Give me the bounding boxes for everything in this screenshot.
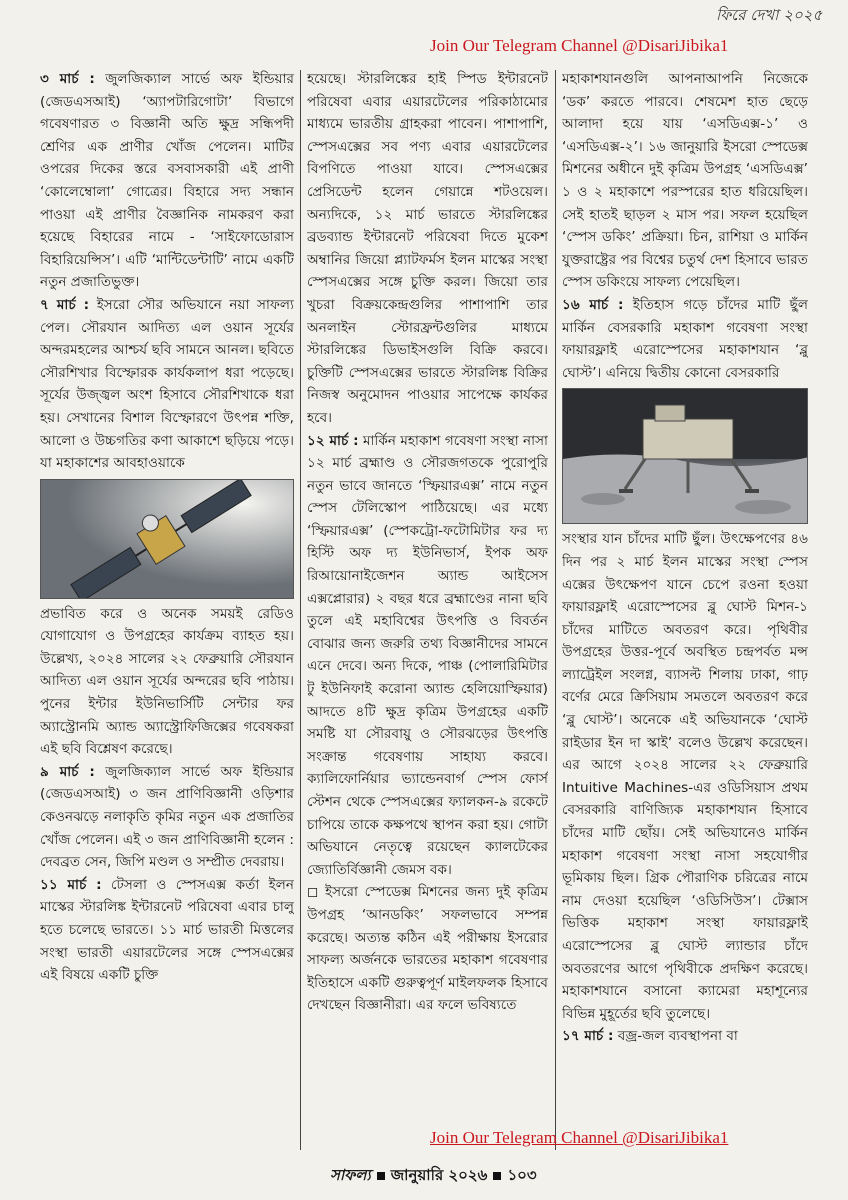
bullet-box-icon: ◻ [307,884,319,901]
date-label: ৩ মার্চ : [40,71,95,87]
page-footer [330,1164,537,1189]
column-divider [555,70,556,1150]
column-3 [562,68,808,1150]
column-2 [307,68,548,1150]
entry-march-11 [40,874,294,987]
aditya-l1-satellite-image [40,479,294,599]
entry-text: ইসরো স্পেডেক্স মিশনের জন্য দুই কৃত্রিম উপগ্রহ ‘আনডকিং’ সফলভাবে সম্পন্ন করেছে। অত্যন্ত কঠিন এই পরীক্ষায় ইসরোর সাফল্য অর্জনকে ভারতের মহাকাশ গবেষণার ইতিহাসে একটি গুরুত্বপূর্ণ মাইলফলক হিসাবে দেখছেন বিজ্ঞানীরা। এর ফলে ভবিষ্যতে [307,884,548,1014]
issue-month: জানুয়ারি ২০২৬ [390,1166,488,1184]
entry-continued: মহাকাশযানগুলি আপনাআপনি নিজেকে ‘ডক’ করতে পারবে। শেষমেশ হাত ছেড়ে আলাদা হয়ে যায় ‘এসডিএক্স-১’ ও ‘এসডিএক্স-২’। ১৬ জানুয়ারি ইসরো স্পেডেক্স মিশনের অধীনে দুই কৃত্রিম উপগ্রহ ‘এসডিএক্স’ ১ ও ২ মহাকাশে পরস্পরের হাত ধরিয়েছিল। সেই হাতই ছাড়ল ২ মাস পর। সফল হয়েছিল ‘স্পেস ডকিং’ প্রক্রিয়া। চিন, রাশিয়া ও মার্কিন যুক্তরাষ্ট্রের পর বিশ্বের চতুর্থ দেশ হিসাবে ভারত স্পেস ডকিংয়ে সাফল্য পেয়েছিল। [562,71,808,291]
entry-march-7 [40,294,294,475]
entry-text: মার্কিন মহাকাশ গবেষণা সংস্থা নাসা ১২ মার্চ ব্রহ্মাণ্ড ও সৌরজগতকে পুরোপুরি নতুন ভাবে জানতে ‘স্ফিয়ারএক্স’ নামে নতুন স্পেস টেলিস্কোপ পাঠিয়েছে। এর মধ্যে ‘স্ফিয়ারএক্স’ (স্পেকট্রো-ফটোমিটার ফর দ্য হিস্টি অফ দ্য ইউনিভার্স, ইপক অফ রিআয়োনাইজেশন অ্যান্ড আইসেস এক্সপ্লোরার) ২ বছর ধরে ব্রহ্মাণ্ডের নানা ছবি তুলে এই মহাবিশ্বের উৎপত্তি ও বিবর্তন বোঝার জন্য জরুরি তথ্য বিজ্ঞানীদের সামনে এনে দেবে। অন্য দিকে, পাঞ্চ (পোলারিমিটার টু ইউনিফাই করোনা অ্যান্ড হেলিয়োস্ফিয়ার) আদতে ৪টি ক্ষুদ্র কৃত্রিম উপগ্রহের একটি সমষ্টি যা সৌরবায়ু ও সৌরঝড়ের উৎপত্তি সংক্রান্ত গবেষণায় সাহায্য করবে। ক্যালিফোর্নিয়ার ভ্যান্ডেনবার্গ স্পেস ফোর্স স্টেশন থেকে স্পেসএক্সের ফ্যালকন-৯ রকেটে চাপিয়ে তাকে কক্ষপথে স্থাপন করা হয়। গোটা অভিযানে নেতৃত্বে রয়েছেন ক্যালটেকের জ্যোতির্বিজ্ঞানী জেমস বক। [307,432,548,878]
square-separator-icon [493,1172,501,1180]
entry-text: ইতিহাস গড়ে চাঁদের মাটি ছুঁল মার্কিন বেসরকারি মহাকাশ গবেষণা সংস্থা ফায়ারফ্লাই এরোস্পেসের মহাকাশযান ‘ব্লু ঘোস্ট’। এনিয়ে দ্বিতীয় কোনো বেসরকারি [562,296,808,381]
entry-text: জুলজিক্যাল সার্ভে অফ ইন্ডিয়ার (জেডএসআই) ৩ জন প্রাণিবিজ্ঞানী ওড়িশার কেওনঝড়ে নলাকৃতি কৃমির নতুন এক প্রজাতির খোঁজ পেলেন। এই ৩ জন প্রাণিবিজ্ঞানী হলেন : দেবব্রত সেন, জিপি মণ্ডল ও সম্প্রীত দেবরায়। [40,763,294,871]
lander-illustration [563,389,808,523]
date-label: ৭ মার্চ : [40,296,90,313]
magazine-brand: সাফল্য [330,1166,371,1184]
entry-march-16 [562,294,808,384]
column-divider [300,70,301,1150]
entry-text: জুলজিক্যাল সার্ভে অফ ইন্ডিয়ার (জেডএসআই) ‘অ্যাপটারিগোটা’ বিভাগে গবেষণারত ৩ বিজ্ঞানী অতি ক্ষুদ্র সন্ধিপদী শ্রেণির এক প্রাণীর খোঁজ পেলেন। মাটির ওপরের দিকের স্তরে বসবাসকারী এই প্রাণী ‘কোলেম্বোলা’ গোত্রের। বিহারে সদ্য সন্ধান পাওয়া এই প্রাণীর বৈজ্ঞানিক নামকরণ করা হয়েছে বিহারের নামে - ‘সাইফোডোরাস বিহারিয়েন্সিস’। এটি ‘মান্টিডেন্টাটি’ নামে একটি নতুন প্রজাতিভুক্ত। [40,71,294,291]
blue-ghost-lander-image [562,388,808,524]
entry-march-3 [40,68,294,294]
date-label: ১২ মার্চ : [307,432,359,449]
entry-text: টেসলা ও স্পেসএক্স কর্তা ইলন মাস্কের স্টারলিঙ্ক ইন্টারনেট পরিষেবা এবার চালু হতে চলেছে ভারতে। ১১ মার্চ ভারতী মিত্তলের সংস্থা ভারতী এয়ারটেলের সঙ্গে স্পেসএক্সের এই বিষয়ে একটি চুক্তি [40,876,294,984]
date-label: ১১ মার্চ : [40,876,102,893]
entry-continued: প্রভাবিত করে ও অনেক সময়ই রেডিও যোগাযোগ ও উপগ্রহের কার্যক্রম ব্যাহত হয়। উল্লেখ্য, ২০২৪ সালের ২২ ফেব্রুয়ারি সৌরযান আদিত্য এল ওয়ান সূর্যের অন্দরের ছবি পাঠায়। পুনের ইন্টার ইউনিভার্সিটি সেন্টার ফর অ্যাস্ট্রোনমি অ্যান্ড অ্যাস্ট্রোফিজিক্সের গবেষকরা এই ছবি বিশ্লেষণ করেছে। [40,605,294,758]
square-separator-icon [377,1172,385,1180]
entry-march-12 [307,430,548,882]
satellite-illustration [41,480,294,598]
date-label: ১৬ মার্চ : [562,296,624,313]
entry-march-17 [562,1025,808,1048]
entry-continued: হয়েছে। স্টারলিঙ্কের হাই স্পিড ইন্টারনেট পরিষেবা এবার এয়ারটেলের পরিকাঠামোর মাধ্যমে ভারতীয় গ্রাহকরা পাবেন। পাশাপাশি, স্পেসএক্সের সব পণ্য এবার এয়ারটেলের বিপণিতে পাওয়া যাবে। স্পেসএক্সের প্রেসিডেন্ট হলেন গেয়ান্নে শটওয়েল। অন্যদিকে, ১২ মার্চ ভারতে স্টারলিঙ্কের ব্রডব্যান্ড ইন্টারনেট পরিষেবা দিতে মুকেশ অম্বানির জিয়ো প্ল্যাটফর্মস ইলন মাস্কের সংস্থা স্পেসএক্সের সঙ্গে চুক্তি করল। জিয়ো তার খুচরা বিক্রয়কেন্দ্রগুলির পাশাপাশি তার অনলাইন স্টোরফ্রন্টগুলির মাধ্যমে স্টারলিঙ্কের ডিভাইসগুলি বিক্রি করবে। চুক্তিটি স্পেসএক্সের ভারতে স্টারলিঙ্ক বিক্রির নিজস্ব অনুমোদন পাওয়ার সাপেক্ষে কার্যকর হবে। [307,71,548,426]
telegram-watermark-top: Join Our Telegram Channel @DisariJibika1 [430,36,729,55]
column-1 [40,68,294,1150]
entry-march-9 [40,761,294,874]
section-title: ফিরে দেখা ২০২৫ [716,6,823,24]
entry-spadex [307,881,548,1017]
date-label: ৯ মার্চ : [40,763,95,780]
entry-text: ইসরো সৌর অভিযানে নয়া সাফল্য পেল। সৌরযান আদিত্য এল ওয়ান সূর্যের অন্দরমহলের আশ্চর্য ছবি সামনে আনল। ছবিতে সৌরশিখার বিস্ফোরক কার্যকলাপ ধরা পড়েছে। সূর্যের উজ্জ্বল অংশ হিসাবে সৌরশিখাকে ধরা হয়। সেখানের বিশাল বিস্ফোরণে উৎপন্ন শক্তি, আলো ও উচ্চগতির কণা আকাশে ছড়িয়ে পড়ে। যা মহাকাশের আবহাওয়াকে [40,296,294,472]
date-label: ১৭ মার্চ : [562,1028,614,1045]
page-number: ১০৩ [507,1166,537,1184]
telegram-watermark-bottom: Join Our Telegram Channel @DisariJibika1 [430,1128,729,1147]
entry-continued: সংস্থার যান চাঁদের মাটি ছুঁল। উৎক্ষেপণের ৪৬ দিন পর ২ মার্চ ইলন মাস্কের সংস্থা স্পেস এক্সের উৎক্ষেপণ যানে চেপে রওনা হওয়া ফায়ারফ্লাই এরোস্পেসের ব্লু ঘোস্ট মিশন-১ চাঁদের মাটিতে অবতরণ করে। পৃথিবীর উপগ্রহের উত্তর-পূর্বে অবস্থিত চন্দ্রপর্বত মন্স ল্যাট্রেইল সংলগ্ন, ব্যাসল্ট শিলায় ঢাকা, গাঢ় বর্ণের মেরে ক্রিসিয়াম সমতলে অবতরণ করে ‘ব্লু ঘোস্ট’। অনেকে এই অভিযানকে ‘ঘোস্ট রাইডার ইন দা স্কাই’ বলেও উল্লেখ করেছেন। এর আগে ২০২৪ সালের ২২ ফেব্রুয়ারি Intuitive Machines-এর ওডিসিয়াস প্রথম বেসরকারি বাণিজ্যিক মহাকাশযান হিসাবে চাঁদের মাটি ছোঁয়। সেই অভিযানেও মার্কিন মহাকাশ গবেষণা সংস্থা নাসা সহযোগীর ভূমিকায় ছিল। গ্রিক পৌরাণিক চরিত্রের নামে নাম দেওয়া হয়েছিল ‘ওডিসিউস’। টেক্সাস ভিত্তিক মহাকাশ সংস্থা ফায়ারফ্লাই এরোস্পেসের ব্লু ঘোস্ট ল্যান্ডার চাঁদে অবতরণের আগে পৃথিবীকে প্রদক্ষিণ করেছে। মহাকাশযানে বসানো ক্যামেরা মহাশূন্যের বিভিন্ন মুহূর্তের ছবি তুলেছে। [562,531,808,1022]
entry-text: বজ্র-জল ব্যবস্থাপনা বা [613,1028,738,1045]
